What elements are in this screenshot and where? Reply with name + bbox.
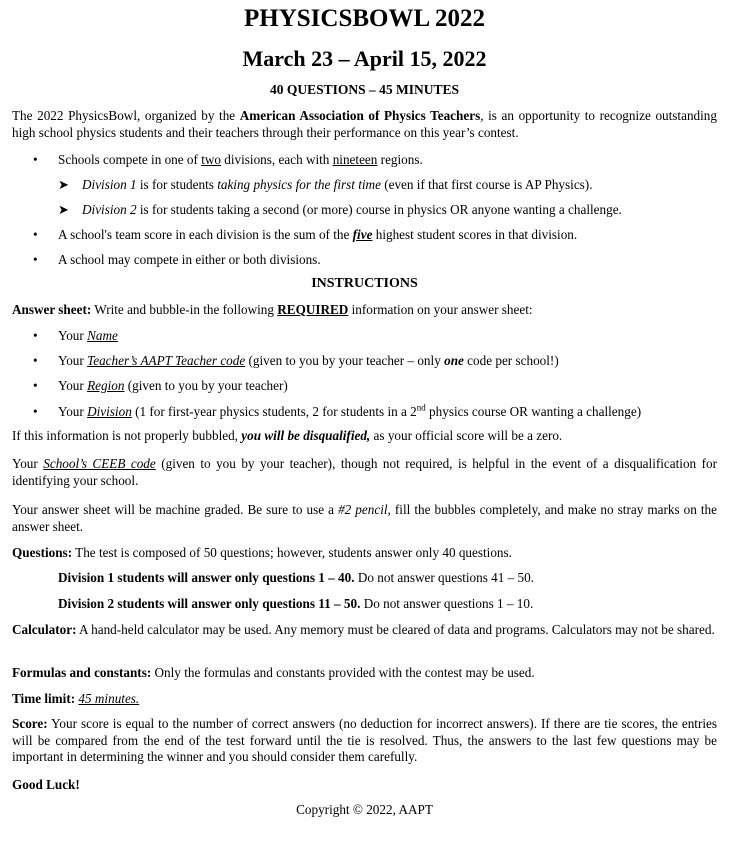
list-item: A school's team score in each division is the sum of the five highest student scores in that division.	[58, 227, 578, 242]
bullet-icon: •	[33, 404, 38, 419]
calculator-paragraph: Calculator: A hand-held calculator may be used. Any memory must be cleared of data and programs. Calculators may not be shared.	[12, 622, 715, 637]
formulas-paragraph: Formulas and constants: Only the formulas and constants provided with the contest may be used.	[12, 665, 535, 680]
questions-paragraph: Questions: The test is composed of 50 questions; however, students answer only 40 questions.	[12, 545, 512, 560]
list-item: Your Region (given to you by your teacher)	[58, 378, 288, 393]
bullet-icon: •	[33, 328, 38, 343]
bullet-icon: •	[33, 227, 38, 242]
ceeb-paragraph: Your School’s CEEB code (given to you by your teacher), though not required, is helpful in the event of a disqualification for identifying your school.	[12, 456, 717, 488]
instructions-heading: INSTRUCTIONS	[311, 276, 418, 291]
good-luck: Good Luck!	[12, 777, 80, 792]
list-item: Division 1 is for students taking physics for the first time (even if that first course is AP Physics).	[82, 177, 593, 192]
contest-dates: March 23 – April 15, 2022	[242, 46, 487, 71]
arrow-bullet-icon: ➤	[58, 202, 70, 217]
page-title: PHYSICSBOWL 2022	[243, 5, 486, 32]
bullet-icon: •	[33, 152, 38, 167]
score-paragraph: Score: Your score is equal to the number of correct answers (no deduction for incorrect answers). If there are tie scores, the entries will be compared from the end of the test forward until the tie is resolved. Thus, the answers to the last few questions may be important in determining the winner and you should consider them carefully.	[12, 716, 717, 764]
time-limit-paragraph: Time limit: 45 minutes.	[12, 691, 140, 706]
list-item: A school may compete in either or both divisions.	[58, 252, 321, 267]
list-item: Your Division (1 for first-year physics students, 2 for students in a 2nd physics course OR wanting a challenge)	[58, 402, 642, 419]
division-2-note: Division 2 students will answer only questions 11 – 50. Do not answer questions 1 – 10.	[58, 596, 534, 611]
answer-sheet-paragraph: Answer sheet: Write and bubble-in the following REQUIRED information on your answer sheet:	[12, 302, 533, 317]
list-item: Your Name	[58, 328, 118, 343]
bullet-icon: •	[33, 378, 38, 393]
copyright: Copyright © 2022, AAPT	[296, 802, 433, 817]
bullet-icon: •	[33, 252, 38, 267]
list-item: Division 2 is for students taking a second (or more) course in physics OR anyone wanting a challenge.	[82, 202, 622, 217]
question-count: 40 QUESTIONS – 45 MINUTES	[269, 82, 460, 97]
division-1-note: Division 1 students will answer only questions 1 – 40. Do not answer questions 41 – 50.	[58, 570, 535, 585]
disqualification-warning: If this information is not properly bubbled, you will be disqualified, as your official score will be a zero.	[12, 428, 563, 443]
list-item: Schools compete in one of two divisions, each with nineteen regions.	[58, 152, 423, 167]
arrow-bullet-icon: ➤	[58, 177, 70, 192]
intro-paragraph: The 2022 PhysicsBowl, organized by the American Association of Physics Teachers, is an opportunity to recognize outstanding high school physics students and their teachers through their performance on this year’s contest.	[12, 108, 717, 140]
machine-graded-paragraph: Your answer sheet will be machine graded. Be sure to use a #2 pencil, fill the bubbles completely, and make no stray marks on the answer sheet.	[12, 502, 717, 534]
list-item: Your Teacher’s AAPT Teacher code (given to you by your teacher – only one code per school!)	[58, 353, 559, 368]
organization-name: American Association of Physics Teachers	[239, 108, 481, 123]
bullet-icon: •	[33, 353, 38, 368]
